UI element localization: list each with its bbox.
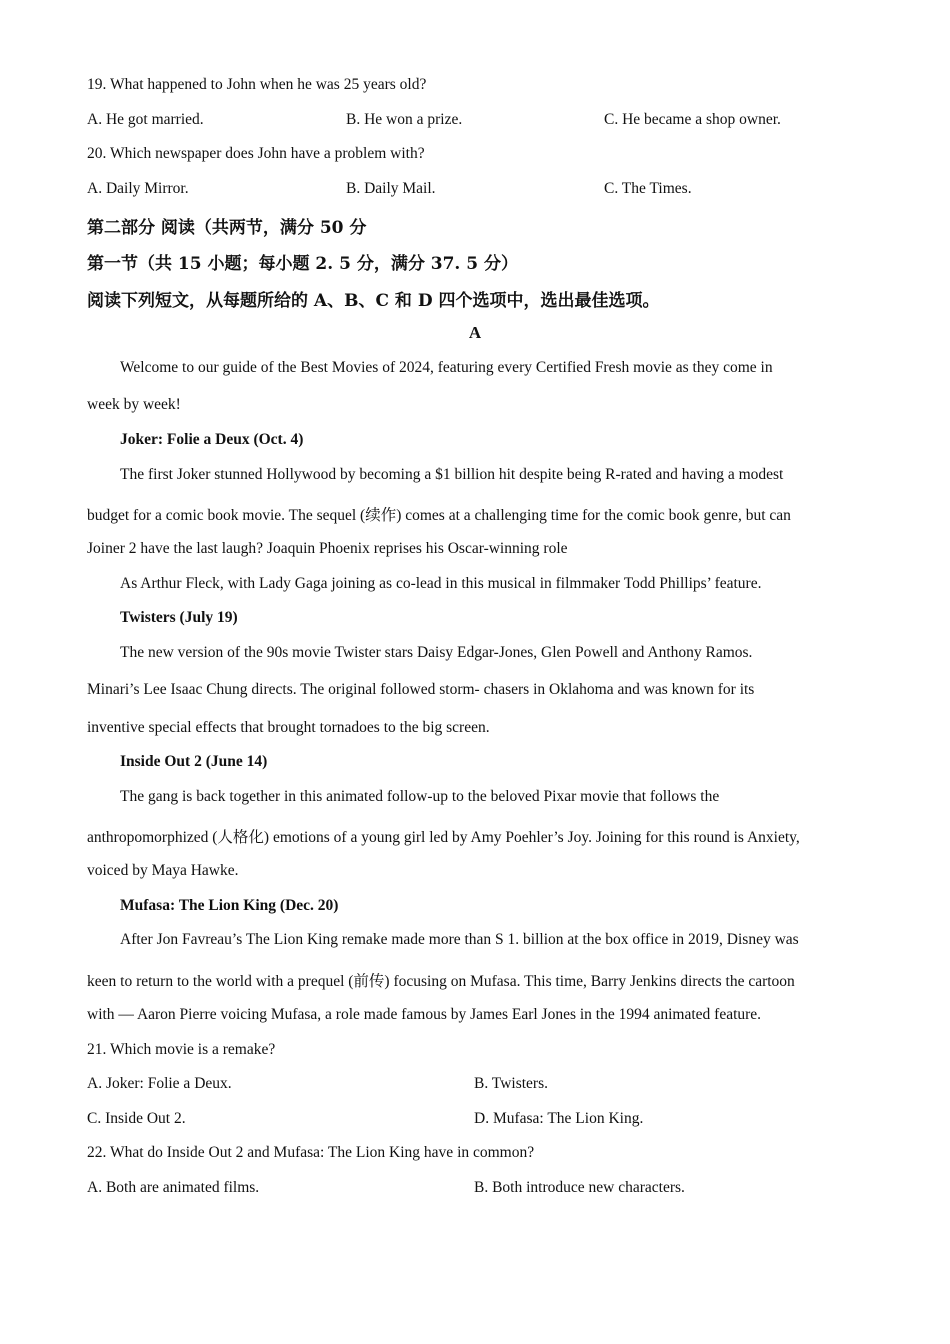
option-20-c: C. The Times.: [604, 180, 692, 197]
question-22-options: [87, 1179, 887, 1201]
section-one-heading: 第一节（共 15 小题；每小题 2. 5 分，满分 37. 5 分）: [87, 254, 518, 274]
mufasa-line-1: After Jon Favreau’s The Lion King remake made more than S 1. billion at the box office in 2019, Disney was: [120, 931, 799, 948]
movie-title-inside-out-2: Inside Out 2 (June 14): [120, 753, 268, 770]
inside-out-line-1: The gang is back together in this animated follow-up to the beloved Pixar movie that follows the: [120, 788, 720, 805]
question-20-options: [87, 180, 887, 202]
movie-title-joker: Joker: Folie a Deux (Oct. 4): [120, 431, 304, 448]
movie-title-twisters: Twisters (July 19): [120, 609, 238, 626]
question-21-options-row-2: [87, 1110, 887, 1132]
passage-label: A: [468, 323, 482, 342]
option-21-c: C. Inside Out 2.: [87, 1110, 186, 1127]
question-19-stem: 19. What happened to John when he was 25 years old?: [87, 76, 427, 93]
option-21-d: D. Mufasa: The Lion King.: [474, 1110, 644, 1127]
movie-title-mufasa: Mufasa: The Lion King (Dec. 20): [120, 897, 339, 914]
joker-line-1: The first Joker stunned Hollywood by becoming a $1 billion hit despite being R-rated and having a modest: [120, 466, 784, 483]
inside-out-line-3: voiced by Maya Hawke.: [87, 862, 239, 879]
joker-line-3: Joiner 2 have the last laugh? Joaquin Phoenix reprises his Oscar-winning role: [87, 540, 568, 557]
question-19-options: [87, 111, 887, 133]
question-22-stem: 22. What do Inside Out 2 and Mufasa: The Lion King have in common?: [87, 1144, 535, 1161]
twisters-line-1: The new version of the 90s movie Twister stars Daisy Edgar-Jones, Glen Powell and Anthony Ramos.: [120, 644, 753, 661]
passage-intro-line-1: Welcome to our guide of the Best Movies of 2024, featuring every Certified Fresh movie as they come in: [120, 359, 773, 376]
option-21-b: B. Twisters.: [474, 1075, 548, 1092]
option-20-b: B. Daily Mail.: [346, 180, 436, 197]
mufasa-line-3: with — Aaron Pierre voicing Mufasa, a role made famous by James Earl Jones in the 1994 animated feature.: [87, 1006, 762, 1023]
option-20-a: A. Daily Mirror.: [87, 180, 189, 197]
inside-out-line-2: anthropomorphized (人格化) emotions of a young girl led by Amy Poehler’s Joy. Joining for this round is Anxiety,: [87, 829, 800, 846]
reading-instruction: 阅读下列短文，从每题所给的 A、B、C 和 D 四个选项中，选出最佳选项。: [87, 291, 660, 311]
twisters-line-2: Minari’s Lee Isaac Chung directs. The original followed storm- chasers in Oklahoma and was known for its: [87, 681, 755, 698]
joker-line-4: As Arthur Fleck, with Lady Gaga joining as co-lead in this musical in filmmaker Todd Phillips’ feature.: [120, 575, 762, 592]
question-20-stem: 20. Which newspaper does John have a problem with?: [87, 145, 425, 162]
joker-line-2: budget for a comic book movie. The sequel (续作) comes at a challenging time for the comic book genre, but can: [87, 507, 791, 524]
question-21-stem: 21. Which movie is a remake?: [87, 1041, 276, 1058]
option-19-c: C. He became a shop owner.: [604, 111, 781, 128]
option-22-a: A. Both are animated films.: [87, 1179, 260, 1196]
option-19-b: B. He won a prize.: [346, 111, 463, 128]
option-19-a: A. He got married.: [87, 111, 204, 128]
option-22-b: B. Both introduce new characters.: [474, 1179, 685, 1196]
part-two-heading: 第二部分 阅读（共两节，满分 50 分: [87, 218, 367, 238]
passage-intro-line-2: week by week!: [87, 396, 181, 413]
mufasa-line-2: keen to return to the world with a prequel (前传) focusing on Mufasa. This time, Barry Jenkins directs the cartoon: [87, 973, 795, 990]
option-21-a: A. Joker: Folie a Deux.: [87, 1075, 232, 1092]
twisters-line-3: inventive special effects that brought tornadoes to the big screen.: [87, 719, 490, 736]
question-21-options-row-1: [87, 1075, 887, 1097]
